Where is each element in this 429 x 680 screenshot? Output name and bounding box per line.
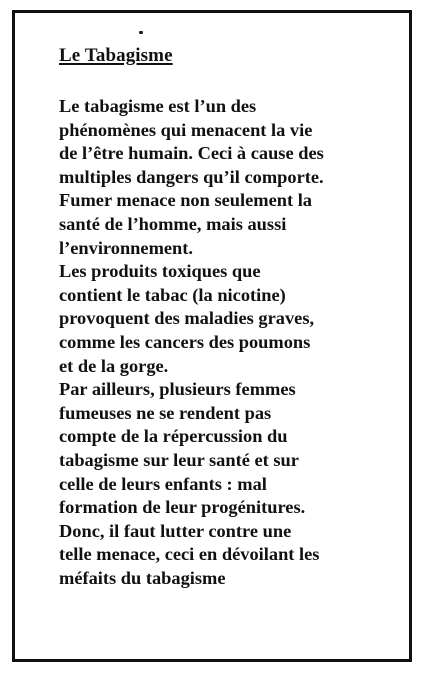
text-line: comme les cancers des poumons [59,331,311,352]
text-line: fumeuses ne se rendent pas [59,402,272,423]
document-body [59,95,399,590]
text-line: méfaits du tabagisme [59,567,226,588]
text-line: Le tabagisme est l’un des [59,96,257,116]
text-line: contient le tabac (la nicotine) [59,284,286,305]
text-line: provoquent des maladies graves, [59,308,315,329]
text-line: Fumer menace non seulement la [59,190,313,211]
text-line: de l’être humain. Ceci à cause des [59,143,324,164]
scan-speck [139,31,143,34]
text-line: phénomènes qui menacent la vie [59,119,313,140]
text-line: tabagisme sur leur santé et sur [59,449,299,470]
document-frame [12,10,412,662]
document-title: Le Tabagisme [59,45,173,66]
text-line: Par ailleurs, plusieurs femmes [59,379,296,400]
text-line: santé de l’homme, mais aussi [59,213,287,234]
text-line: formation de leur progénitures. [59,497,306,518]
text-line: Donc, il faut lutter contre une [59,520,292,541]
text-line: Les produits toxiques que [59,261,261,282]
text-line: compte de la répercussion du [59,426,288,447]
text-line: celle de leurs enfants : mal [59,473,267,494]
text-line: multiples dangers qu’il comporte. [59,166,324,187]
text-line: et de la gorge. [59,355,169,376]
text-line: l’environnement. [59,237,194,258]
text-line: telle menace, ceci en dévoilant les [59,544,320,565]
